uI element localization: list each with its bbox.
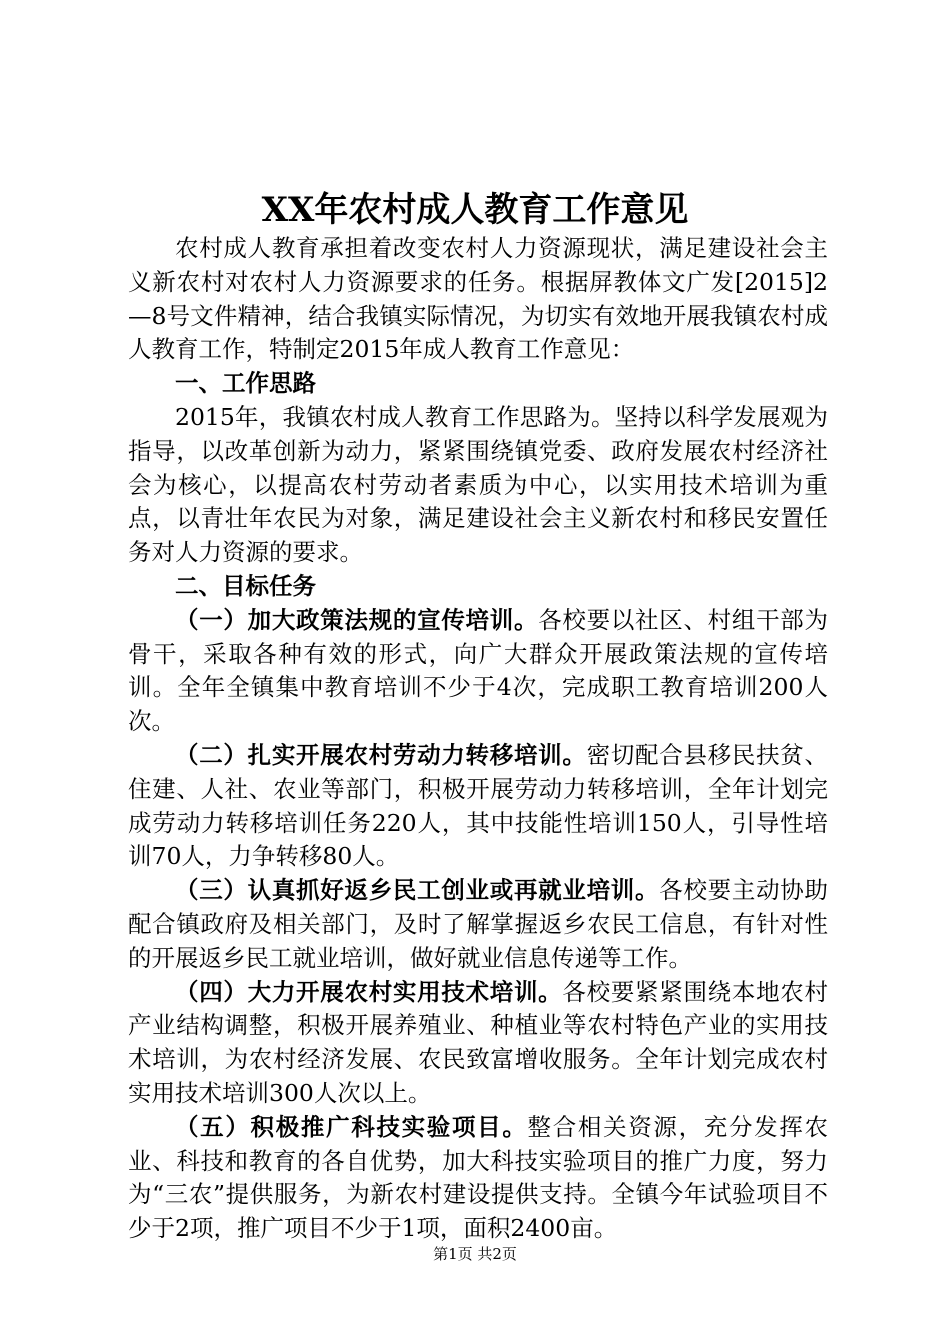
task-item-text: 各校要主动协助配合镇政府及相关部门，及时了解掌握返乡农民工信息，有针对性的开展返乡民工就业培训，做好就业信息传递等工作。 <box>128 876 829 972</box>
task-item-5 <box>128 1111 828 1246</box>
task-item-lead: （五）积极推广科技实验项目。 <box>175 1112 528 1141</box>
task-item-text: 密切配合县移民扶贫、住建、人社、农业等部门，积极开展劳动力转移培训，全年计划完成劳动力转移培训任务220人，其中技能性培训150人，引导性培训70人，力争转移80人。 <box>128 740 829 871</box>
task-item-2 <box>128 739 828 874</box>
document-body <box>128 232 828 1246</box>
task-item-1 <box>128 604 828 739</box>
task-item-4 <box>128 976 828 1111</box>
task-item-lead: （二）扎实开展农村劳动力转移培训。 <box>175 740 587 769</box>
task-item-text: 整合相关资源，充分发挥农业、科技和教育的各自优势，加大科技实验项目的推广力度，努力为“三农”提供服务，为新农村建设提供支持。全镇今年试验项目不少于2项，推广项目不少于1项，面积2400亩。 <box>128 1112 829 1243</box>
task-item-lead: （三）认真抓好返乡民工创业或再就业培训。 <box>175 876 660 905</box>
page-title: XX年农村成人教育工作意见 <box>261 190 689 230</box>
task-item-text: 各校要以社区、村组干部为骨干，采取各种有效的形式，向广大群众开展政策法规的宣传培训。全年全镇集中教育培训不少于4次，完成职工教育培训200人次。 <box>128 605 829 736</box>
task-item-text: 各校要紧紧围绕本地农村产业结构调整，积极开展养殖业、种植业等农村特色产业的实用技术培训，为农村经济发展、农民致富增收服务。全年计划完成农村实用技术培训300人次以上。 <box>128 977 829 1107</box>
task-item-lead: （四）大力开展农村实用技术培训。 <box>175 977 563 1006</box>
page-number-footer: 第1页 共2页 <box>433 1245 517 1263</box>
task-item-lead: （一）加大政策法规的宣传培训。 <box>175 605 539 634</box>
section-1-paragraph: 2015年，我镇农村成人教育工作思路为。坚持以科学发展观为指导，以改革创新为动力，紧紧围绕镇党委、政府发展农村经济社会为核心，以提高农村劳动者素质为中心，以实用技术培训为重点，以青壮年农民为对象，满足建设社会主义新农村和移民安置任务对人力资源的要求。 <box>128 402 828 567</box>
section-heading-2: 二、目标任务 <box>175 571 316 600</box>
task-item-3 <box>128 874 828 975</box>
intro-paragraph: 农村成人教育承担着改变农村人力资源现状，满足建设社会主义新农村对农村人力资源要求的任务。根据屏教体文广发[2015]2—8号文件精神，结合我镇实际情况，为切实有效地开展我镇农村成人教育工作，特制定2015年成人教育工作意见： <box>128 234 828 364</box>
section-heading-1: 一、工作思路 <box>175 369 316 398</box>
